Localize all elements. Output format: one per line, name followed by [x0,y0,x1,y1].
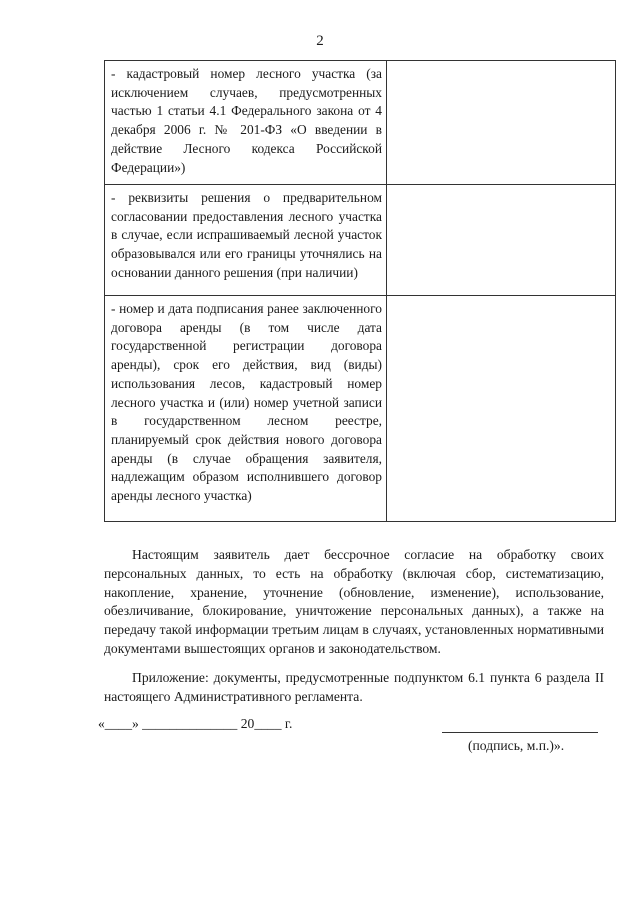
cadastral-number-text: - кадастровый номер лесного участка (за исключением случаев, предусмотренных частью 1 статьи 4.1 Федерального закона от 4 декабря 2006 г. № 201-ФЗ «О введении в действие Лесного кодекса Российской Федерации») [111,66,382,175]
date-line: «____» ______________ 20____ г. [98,716,293,731]
requisites-table [104,60,616,522]
table-row [105,61,616,185]
table-row [105,296,616,522]
appendix-paragraph: Приложение: документы, предусмотренные подпунктом 6.1 пункта 6 раздела II настоящего Административного регламента. [104,670,604,704]
signature-line [442,732,598,733]
lease-contract-text: - номер и дата подписания ранее заключенного договора аренды (в том числе дата государственной регистрации договора аренды), срок его действия, вид (виды) использования лесов, кадастровый номер лесного участка и (или) номер учетной записи в государственном лесном реестре, планируемый срок действия нового договора аренды (в случае обращения заявителя, надлежащим образом исполнившего договор аренды лесного участка) [111,301,382,504]
consent-paragraph: Настоящим заявитель дает бессрочное согласие на обработку своих персональных данных, то есть на обработку (включая сбор, систематизацию, накопление, хранение, уточнение (обновление, изменение), использование, обезличивание, блокирование, уничтожение персональных данных), а также на передачу такой информации третьим лицам в случаях, установленных нормативными документами вышестоящих органов и законодательством. [104,547,604,656]
table-cell-left [105,61,387,185]
table-cell-right [387,61,616,185]
table-row [105,185,616,296]
table-cell-left [105,185,387,296]
table-cell-right [387,185,616,296]
signature-caption: (подпись, м.п.)». [468,738,565,753]
table-cell-left [105,296,387,522]
table-cell-right [387,296,616,522]
page-number: 2 [316,33,324,49]
decision-requisites-text: - реквизиты решения о предварительном согласовании предоставления лесного участка в случае, если испрашиваемый лесной участок образовывался или его границы уточнялись на основании данного решения (при наличии) [111,190,382,280]
